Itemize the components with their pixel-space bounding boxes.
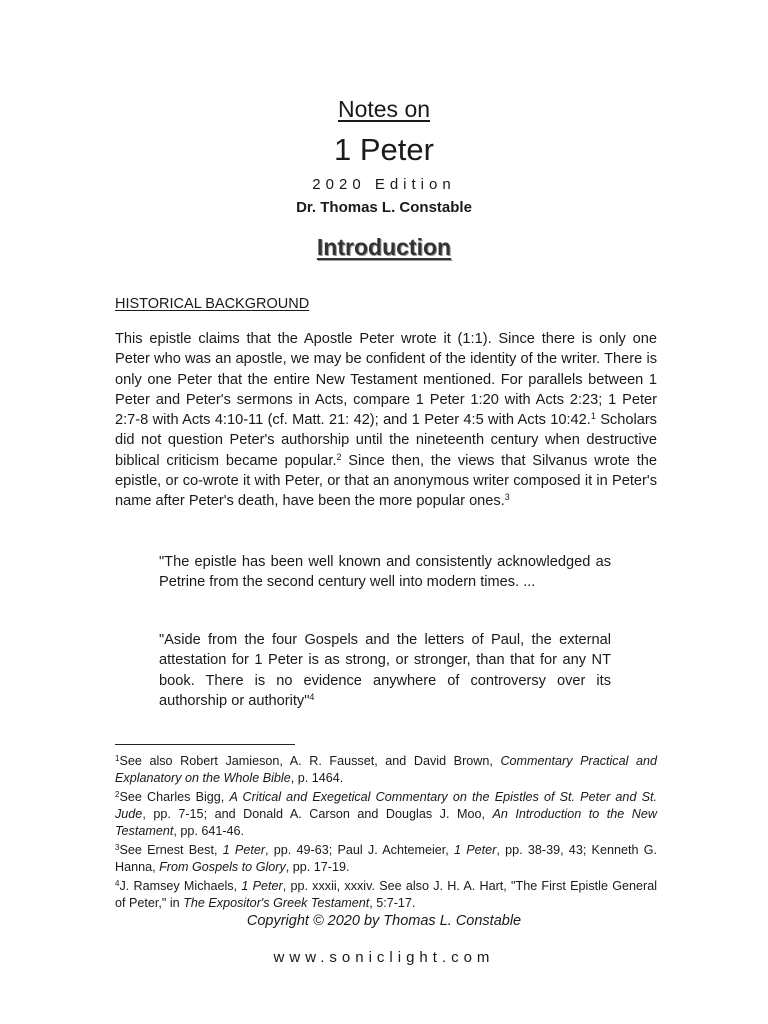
footnote-3-title-3: From Gospels to Glory bbox=[159, 860, 286, 874]
footnote-1-text-c: , p. 1464. bbox=[290, 771, 344, 785]
footnote-1 bbox=[115, 753, 657, 787]
block-quote-1: "The epistle has been well known and consistently acknowledged as Petrine from the second century well into modern times. ... bbox=[159, 554, 611, 591]
footnote-3-text-e: , pp. 38-39, 43; Kenneth G. Hanna, bbox=[115, 843, 658, 874]
footnote-3-number: 3 bbox=[115, 843, 120, 852]
footnote-4 bbox=[115, 878, 657, 912]
footnote-4-text-c: , pp. xxxii, xxxiv. See also J. H. A. Hart, "The First Epistle General of Peter," in bbox=[115, 879, 657, 910]
body-paragraph bbox=[115, 329, 657, 512]
author-name: Dr. Thomas L. Constable bbox=[296, 199, 472, 216]
footnote-2-title-1: A Critical and Exegetical Commentary on the Epistles of St. Peter and St. Jude bbox=[115, 790, 658, 821]
footnote-2-text-c: , pp. 7-15; and Donald A. Carson and Douglas J. Moo, bbox=[142, 807, 493, 821]
footnote-3 bbox=[115, 842, 657, 876]
edition-label: 2020 Edition bbox=[312, 176, 456, 193]
footnote-1-title: Commentary Practical and Explanatory on the Whole Bible bbox=[115, 754, 657, 785]
footnote-4-text-e: , 5:7-17. bbox=[369, 896, 416, 910]
footnote-3-title-2: 1 Peter bbox=[454, 843, 497, 857]
footnote-3-title-1: 1 Peter bbox=[222, 843, 266, 857]
footnote-3-text-c: , pp. 49-63; Paul J. Achtemeier, bbox=[265, 843, 455, 857]
footnote-ref-4: 4 bbox=[309, 691, 315, 702]
footnote-3-text-g: , pp. 17-19. bbox=[285, 860, 350, 874]
footnote-4-title-1: 1 Peter bbox=[241, 879, 283, 893]
footnote-2-title-2: An Introduction to the New Testament bbox=[115, 807, 658, 838]
footnote-4-title-2: The Expositor's Greek Testament bbox=[183, 896, 370, 910]
block-quote-2 bbox=[159, 630, 611, 711]
footnote-divider bbox=[115, 744, 295, 745]
footnote-4-number: 4 bbox=[115, 879, 120, 888]
block-quote-2-text: "Aside from the four Gospels and the letters of Paul, the external attestation for 1 Peter is as strong, or stronger, than that for any NT book. There is no evidence anywhere of controversy over its authorship or authority" bbox=[159, 632, 611, 709]
footnote-3-text-a: See Ernest Best, bbox=[119, 843, 223, 857]
footnote-2-number: 2 bbox=[115, 790, 120, 799]
website-url[interactable]: www.soniclight.com bbox=[273, 949, 495, 966]
footnote-2-text-a: See Charles Bigg, bbox=[119, 790, 230, 804]
footnote-ref-3: 3 bbox=[504, 492, 510, 503]
section-heading: HISTORICAL BACKGROUND bbox=[115, 296, 310, 312]
paragraph-sentence-3: Since then, the views that Silvanus wrote the epistle, or co-wrote it with Peter, or that an anonymous writer composed it in Peter's name after Peter's death, have been the more popular ones. bbox=[115, 452, 657, 510]
footnote-1-number: 1 bbox=[115, 754, 120, 763]
footnote-ref-2: 2 bbox=[336, 451, 342, 462]
footnote-1-text-a: See also Robert Jamieson, A. R. Fausset, and David Brown, bbox=[119, 754, 501, 768]
paragraph-sentence-2: Scholars did not question Peter's authorship until the nineteenth century when destructive biblical criticism became popular. bbox=[115, 412, 657, 469]
book-title: 1 Peter bbox=[334, 132, 434, 167]
footnote-4-text-a: J. Ramsey Michaels, bbox=[119, 879, 242, 893]
footnote-2-text-e: , pp. 641-46. bbox=[173, 824, 245, 838]
copyright-notice: Copyright © 2020 by Thomas L. Constable bbox=[246, 913, 522, 929]
footnote-ref-1: 1 bbox=[590, 411, 596, 422]
notes-on-heading: Notes on bbox=[337, 96, 431, 122]
introduction-heading: Introduction bbox=[316, 234, 452, 260]
footnote-2 bbox=[115, 789, 657, 840]
paragraph-sentence-1: This epistle claims that the Apostle Peter wrote it (1:1). Since there is only one Peter who was an apostle, we may be confident of the identity of the writer. There is only one Peter that the entire New Testament mentioned. For parallels between 1 Peter and Peter's sermons in Acts, compare 1 Peter 1:20 with Acts 2:23; 1 Peter 2:7-8 with Acts 4:10-11 (cf. Matt. 21: 42); and 1 Peter 4:5 with Acts 10:42. bbox=[115, 331, 657, 429]
